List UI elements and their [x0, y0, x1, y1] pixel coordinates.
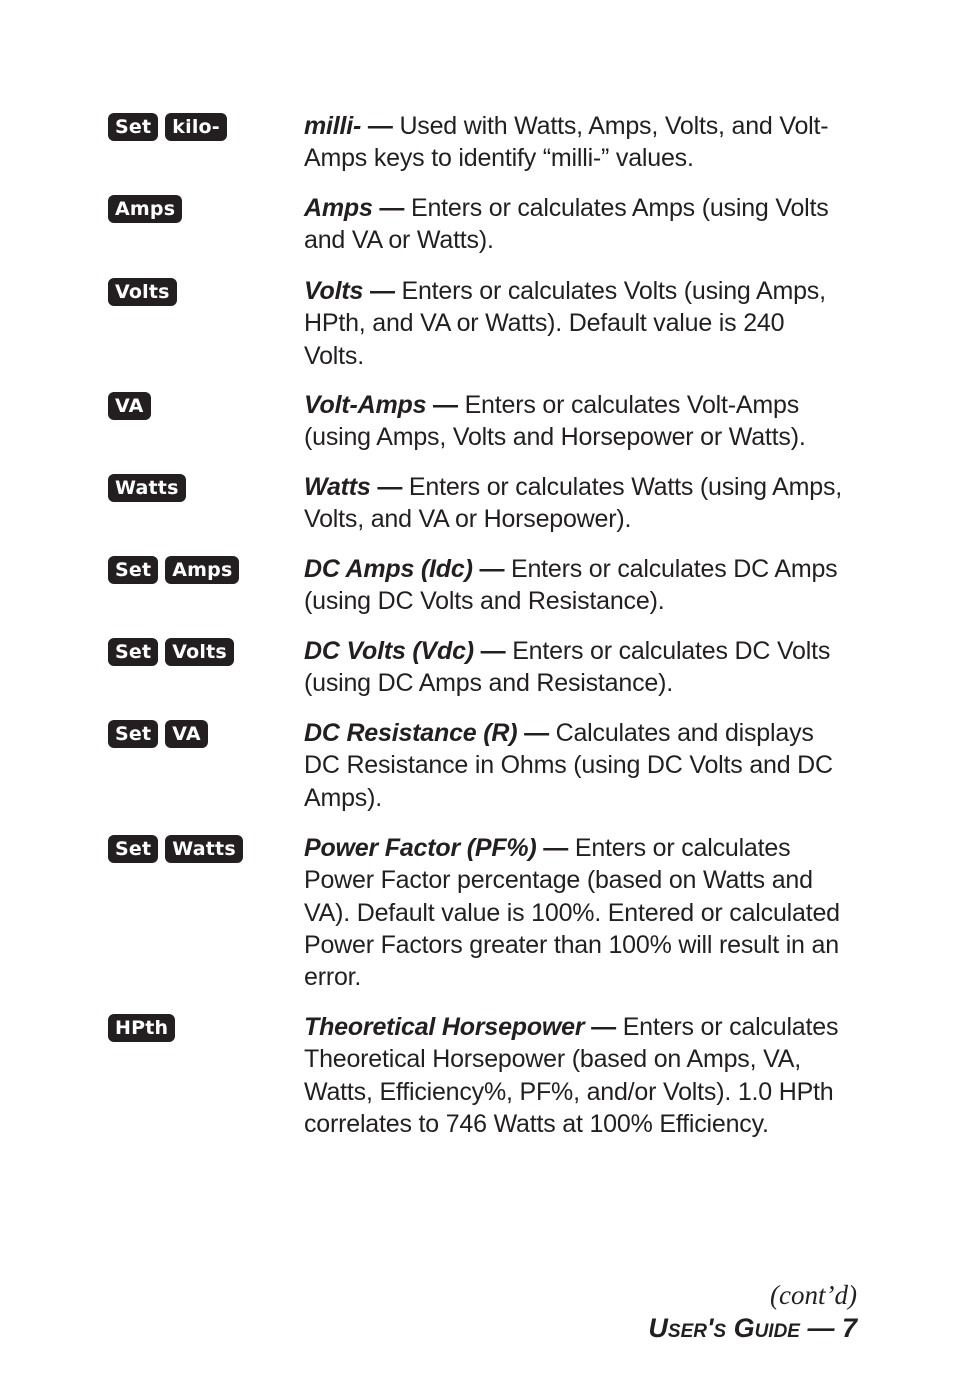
set-key: Set: [108, 638, 158, 666]
entry-term: DC Volts (Vdc): [304, 637, 474, 665]
entry-term: Amps: [304, 194, 373, 222]
entry-description: [304, 389, 849, 454]
entry-text: Enters or calculates Power Factor percentage (based on Watts and VA). Default value is 100%. Entered or calculated Power Factors greater than 100% will result in an error.: [304, 834, 840, 992]
entry-description: [304, 717, 849, 814]
entry-text: Enters or calculates Volt-Amps (using Amps, Volts and Horsepower or Watts).: [304, 391, 806, 452]
key-sequence: [108, 556, 239, 584]
volts-key: Volts: [108, 278, 177, 306]
continued-note: (cont’d): [770, 1280, 857, 1310]
em-dash: —: [472, 555, 511, 583]
amps-key: Amps: [108, 195, 182, 223]
entry-term: Volts: [304, 277, 364, 305]
set-key: Set: [108, 113, 158, 141]
entry-description: [304, 275, 849, 372]
watts-key: Watts: [108, 474, 186, 502]
key-sequence: [108, 392, 151, 420]
key-sequence: [108, 113, 227, 141]
em-dash: —: [517, 719, 556, 747]
watts-key: Watts: [165, 835, 243, 863]
entry-text: Enters or calculates Amps (using Volts and VA or Watts).: [304, 194, 829, 255]
volts-key: Volts: [165, 638, 234, 666]
hpth-key: HPth: [108, 1014, 175, 1042]
entry-text: Enters or calculates Theoretical Horsepower (based on Amps, VA, Watts, Efficiency%, PF%, and/or Volts). 1.0 HPth correlates to 746 Watts at 100% Efficiency.: [304, 1013, 839, 1138]
entry-term: Volt-Amps: [304, 391, 427, 419]
entry-term: DC Amps (Idc): [304, 555, 473, 583]
key-sequence: [108, 1014, 175, 1042]
entry-description: [304, 553, 849, 618]
em-dash: —: [536, 834, 575, 862]
em-dash: —: [473, 637, 513, 665]
em-dash: —: [361, 112, 400, 140]
entry-description: [304, 110, 849, 175]
page-footer: User's Guide — 7: [648, 1313, 857, 1343]
va-key: VA: [165, 720, 208, 748]
entry-description: [304, 471, 849, 536]
key-sequence: [108, 638, 234, 666]
set-key: Set: [108, 720, 158, 748]
amps-key: Amps: [165, 556, 239, 584]
em-dash: —: [426, 391, 465, 419]
key-sequence: [108, 195, 182, 223]
entry-description: [304, 1011, 849, 1140]
key-sequence: [108, 278, 177, 306]
entry-text: Enters or calculates DC Volts (using DC Amps and Resistance).: [304, 637, 831, 698]
set-key: Set: [108, 835, 158, 863]
entry-term: milli-: [304, 112, 362, 140]
entry-text: Used with Watts, Amps, Volts, and Volt-Amps keys to identify “milli-” values.: [304, 112, 829, 173]
entry-text: Calculates and displays DC Resistance in Ohms (using DC Volts and DC Amps).: [304, 719, 833, 812]
set-key: Set: [108, 556, 158, 584]
entry-term: DC Resistance (R): [304, 719, 518, 747]
entry-term: Power Factor (PF%): [304, 834, 537, 862]
entry-description: [304, 192, 849, 257]
em-dash: —: [584, 1013, 623, 1041]
entry-term: Watts: [304, 473, 371, 501]
entry-term: Theoretical Horsepower: [304, 1013, 585, 1041]
key-sequence: [108, 474, 186, 502]
entry-text: Enters or calculates Volts (using Amps, HPth, and VA or Watts). Default value is 240 Volts.: [304, 277, 826, 370]
kilo-key: kilo-: [165, 113, 227, 141]
key-sequence: [108, 835, 243, 863]
em-dash: —: [363, 277, 402, 305]
key-sequence: [108, 720, 208, 748]
entry-text: Enters or calculates Watts (using Amps, Volts, and VA or Horsepower).: [304, 473, 843, 534]
em-dash: —: [372, 194, 411, 222]
entry-description: [304, 635, 849, 700]
va-key: VA: [108, 392, 151, 420]
em-dash: —: [370, 473, 409, 501]
entry-description: [304, 832, 849, 993]
entry-text: Enters or calculates DC Amps (using DC Volts and Resistance).: [304, 555, 838, 616]
